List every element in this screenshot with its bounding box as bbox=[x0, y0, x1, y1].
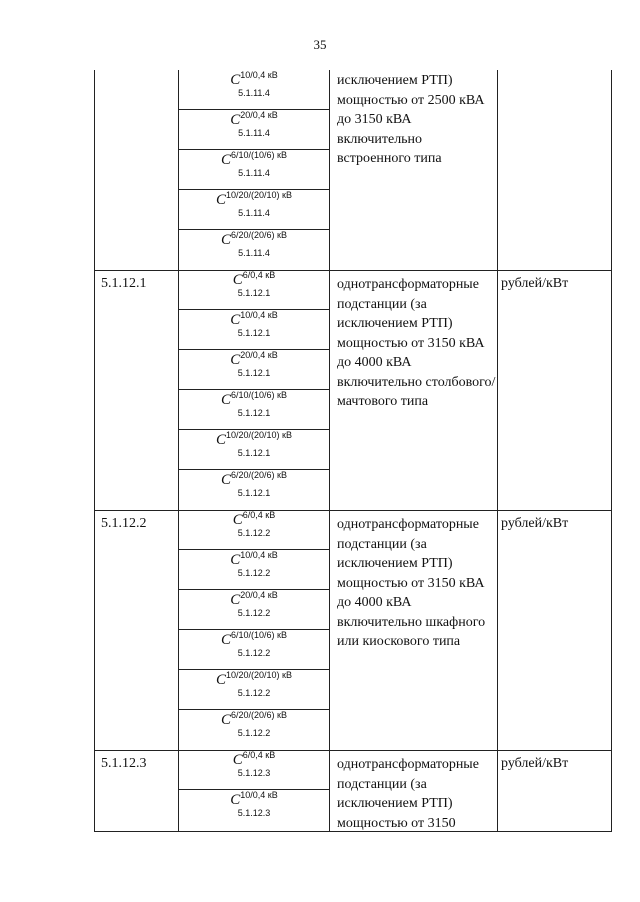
formula-subscript: 5.1.11.4 bbox=[238, 128, 270, 138]
formula-symbol: C bbox=[232, 272, 243, 288]
formula-symbol: C bbox=[232, 512, 243, 528]
formula-superscript: 20/0,4 кВ bbox=[240, 590, 278, 600]
formula-symbol: C bbox=[216, 192, 227, 208]
formula-subscript: 5.1.11.4 bbox=[238, 88, 270, 98]
formula-subscript: 5.1.12.2 bbox=[237, 728, 271, 738]
formula-superscript: 10/0,4 кВ bbox=[240, 790, 278, 800]
formula-subscript: 5.1.12.1 bbox=[237, 408, 271, 418]
tariff-formula bbox=[179, 310, 329, 338]
formula-superscript: 6/20/(20/6) кВ bbox=[231, 230, 287, 240]
formula-symbol: C bbox=[230, 552, 241, 568]
formula-superscript: 6/10/(10/6) кВ bbox=[231, 150, 287, 160]
row-code: 5.1.12.3 bbox=[101, 756, 147, 771]
formula-subscript: 5.1.12.1 bbox=[237, 328, 271, 338]
formula-symbol: C bbox=[216, 672, 227, 688]
formula-symbol: C bbox=[221, 152, 232, 168]
tariff-formula bbox=[179, 550, 329, 578]
tariff-formula bbox=[179, 750, 329, 778]
formula-superscript: 10/0,4 кВ bbox=[240, 550, 278, 560]
page-number: 35 bbox=[313, 37, 327, 52]
formula-superscript: 6/20/(20/6) кВ bbox=[231, 710, 287, 720]
formula-symbol: C bbox=[230, 592, 241, 608]
tariff-formula bbox=[179, 630, 329, 658]
tariff-formula bbox=[179, 230, 329, 258]
formula-superscript: 6/10/(10/6) кВ bbox=[231, 390, 287, 400]
formula-subscript: 5.1.12.2 bbox=[237, 568, 271, 578]
formula-subscript: 5.1.12.2 bbox=[237, 608, 271, 618]
formula-subscript: 5.1.12.3 bbox=[237, 768, 271, 778]
tariff-formula bbox=[179, 510, 329, 538]
formula-subscript: 5.1.12.3 bbox=[237, 808, 271, 818]
formula-symbol: C bbox=[230, 792, 241, 808]
row-description: однотрансформаторные подстанции (за исключением РТП) мощностью от 3150 кВА до 4000 кВА включительно шкафного или киоскового типа bbox=[337, 517, 486, 649]
tariff-formula bbox=[179, 110, 329, 138]
row-separator bbox=[95, 270, 611, 271]
formula-superscript: 6/0,4 кВ bbox=[242, 750, 276, 760]
row-description: однотрансформаторные подстанции (за исключением РТП) мощностью от 3150 кВА до 4000 кВА включительно столбового/мачтового типа bbox=[337, 277, 496, 409]
tariff-formula bbox=[179, 590, 329, 618]
row-code: 5.1.12.1 bbox=[101, 276, 147, 291]
row-description: исключением РТП) мощностью от 2500 кВА до 3150 кВА включительно встроенного типа bbox=[337, 73, 485, 166]
tariff-formula bbox=[179, 710, 329, 738]
tariff-table bbox=[94, 70, 612, 832]
tariff-formula bbox=[179, 70, 329, 98]
formula-symbol: C bbox=[221, 632, 232, 648]
row-unit: рублей/кВт bbox=[501, 276, 569, 291]
formula-superscript: 10/20/(20/10) кВ bbox=[226, 430, 292, 440]
formula-symbol: C bbox=[230, 352, 241, 368]
row-separator bbox=[95, 510, 611, 511]
formula-symbol: C bbox=[221, 232, 232, 248]
formula-superscript: 6/0,4 кВ bbox=[242, 510, 276, 520]
formula-superscript: 10/20/(20/10) кВ bbox=[226, 190, 292, 200]
tariff-formula bbox=[179, 350, 329, 378]
formula-symbol: C bbox=[232, 752, 243, 768]
formula-subscript: 5.1.11.4 bbox=[238, 208, 270, 218]
formula-symbol: C bbox=[230, 72, 241, 88]
formula-subscript: 5.1.12.2 bbox=[237, 528, 271, 538]
formula-symbol: C bbox=[216, 432, 227, 448]
tariff-formula bbox=[179, 190, 329, 218]
formula-superscript: 6/20/(20/6) кВ bbox=[231, 470, 287, 480]
formula-superscript: 10/0,4 кВ bbox=[240, 310, 278, 320]
column-divider bbox=[329, 70, 330, 831]
tariff-formula bbox=[179, 470, 329, 498]
formula-subscript: 5.1.11.4 bbox=[238, 168, 270, 178]
row-unit: рублей/кВт bbox=[501, 516, 569, 531]
row-unit: рублей/кВт bbox=[501, 756, 569, 771]
formula-superscript: 10/0,4 кВ bbox=[240, 70, 278, 80]
formula-symbol: C bbox=[230, 112, 241, 128]
formula-superscript: 10/20/(20/10) кВ bbox=[226, 670, 292, 680]
row-code: 5.1.12.2 bbox=[101, 516, 147, 531]
tariff-formula bbox=[179, 670, 329, 698]
tariff-formula bbox=[179, 430, 329, 458]
formula-subscript: 5.1.12.1 bbox=[237, 488, 271, 498]
formula-subscript: 5.1.12.1 bbox=[237, 288, 271, 298]
tariff-formula bbox=[179, 790, 329, 818]
formula-superscript: 6/10/(10/6) кВ bbox=[231, 630, 287, 640]
formula-symbol: C bbox=[221, 392, 232, 408]
formula-superscript: 20/0,4 кВ bbox=[240, 110, 278, 120]
tariff-formula bbox=[179, 390, 329, 418]
formula-subscript: 5.1.12.2 bbox=[237, 688, 271, 698]
row-description: однотрансформаторные подстанции (за исключением РТП) мощностью от 3150 bbox=[337, 757, 479, 831]
column-divider bbox=[497, 70, 498, 831]
tariff-formula bbox=[179, 270, 329, 298]
formula-symbol: C bbox=[221, 472, 232, 488]
tariff-formula bbox=[179, 150, 329, 178]
formula-symbol: C bbox=[230, 312, 241, 328]
formula-subscript: 5.1.11.4 bbox=[238, 248, 270, 258]
formula-superscript: 6/0,4 кВ bbox=[242, 270, 276, 280]
formula-superscript: 20/0,4 кВ bbox=[240, 350, 278, 360]
formula-subscript: 5.1.12.1 bbox=[237, 368, 271, 378]
formula-symbol: C bbox=[221, 712, 232, 728]
formula-subscript: 5.1.12.1 bbox=[237, 448, 271, 458]
formula-subscript: 5.1.12.2 bbox=[237, 648, 271, 658]
row-separator bbox=[95, 750, 611, 751]
